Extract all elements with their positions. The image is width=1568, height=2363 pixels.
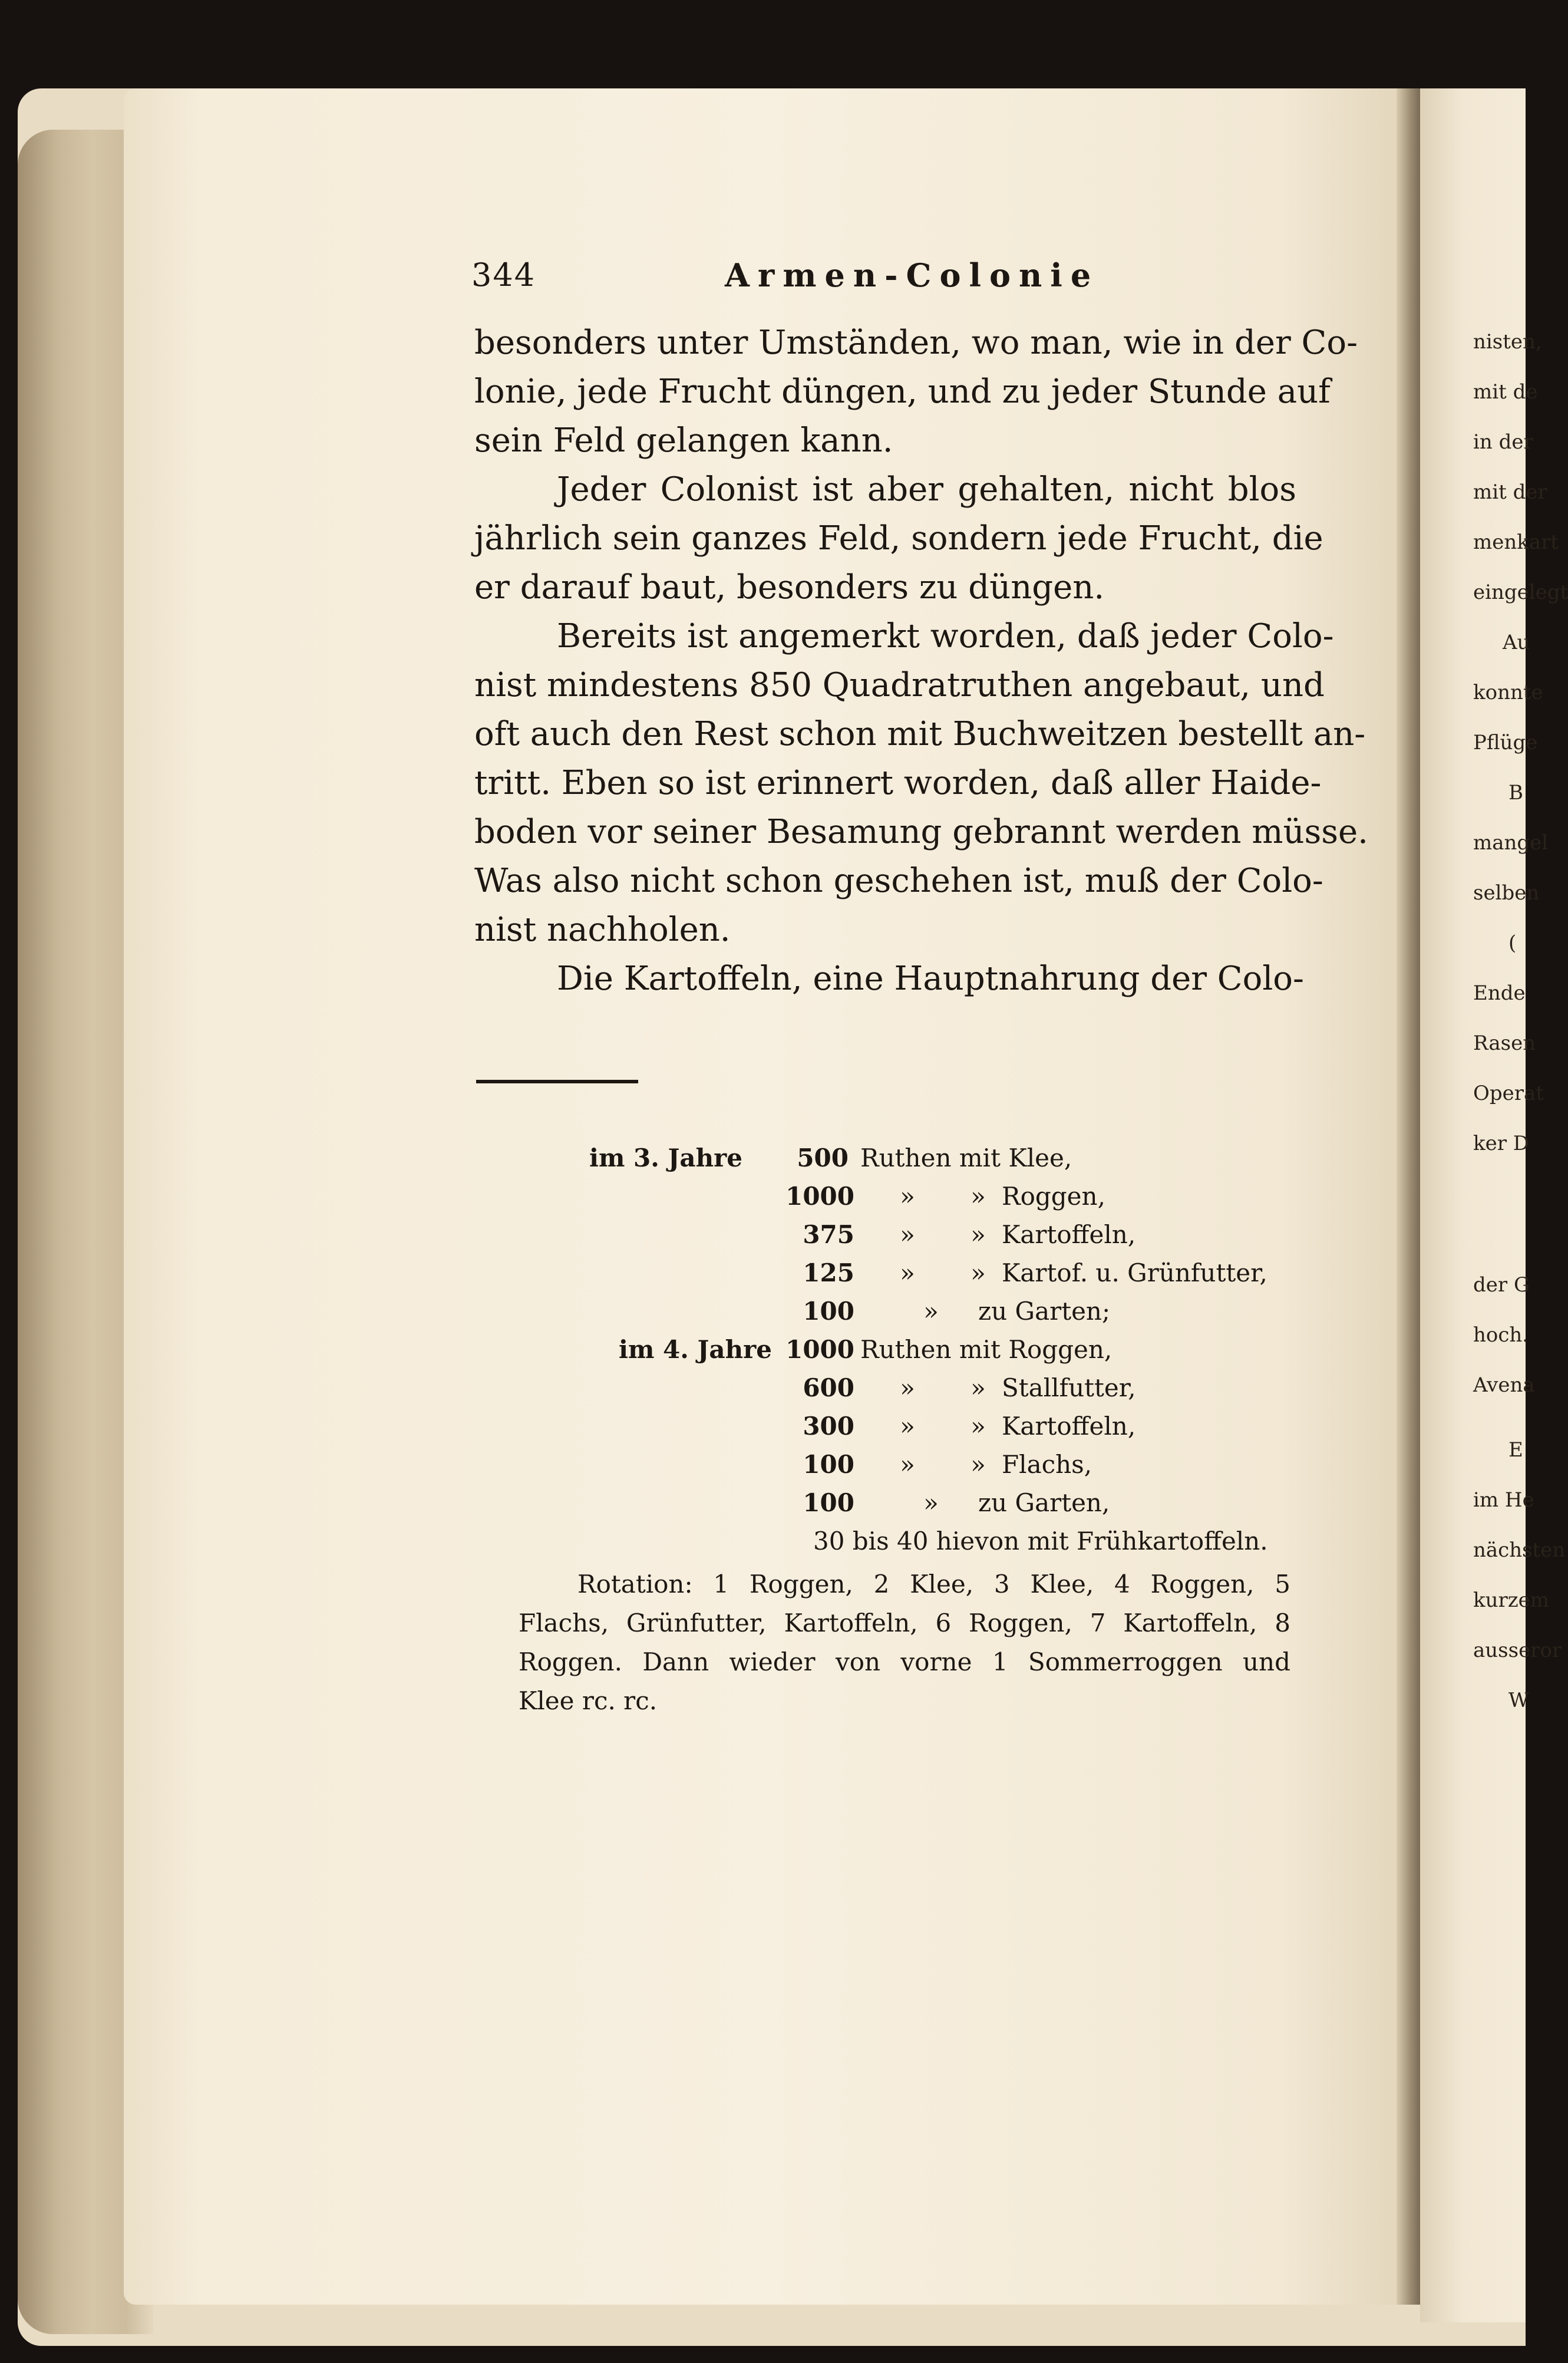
- crop: Ruthen mit Klee,: [860, 1143, 1072, 1172]
- ditto-mark: »: [970, 1373, 986, 1402]
- body-line: nist nachholen.: [474, 911, 731, 949]
- ditto-mark: »: [900, 1450, 915, 1479]
- body-line: besonders unter Umständen, wo man, wie in der Co-: [474, 324, 1358, 362]
- neighbor-fragment: kurzem: [1473, 1588, 1550, 1612]
- quantity: 500: [797, 1143, 849, 1172]
- ditto-mark: »: [923, 1488, 939, 1517]
- crop: Roggen,: [1002, 1182, 1105, 1211]
- neighbor-fragment: ker D: [1473, 1132, 1530, 1155]
- body-line: oft auch den Rest schon mit Buchweitzen bestellt an-: [474, 715, 1366, 753]
- body-line: boden vor seiner Besamung gebrannt werden müsse.: [474, 813, 1368, 851]
- neighbor-fragment: B: [1508, 781, 1523, 805]
- body-line: jährlich sein ganzes Feld, sondern jede Frucht, die: [474, 519, 1323, 558]
- quantity: 300: [803, 1412, 854, 1441]
- footnote-row: [0, 1220, 1526, 1257]
- neighbor-fragment: Au: [1503, 631, 1530, 654]
- body-line: sein Feld gelangen kann.: [474, 421, 893, 460]
- ditto-mark: »: [900, 1258, 915, 1287]
- neighbor-fragment: mangel: [1473, 831, 1549, 855]
- crop: Kartoffeln,: [1002, 1220, 1136, 1249]
- footnote-row: [0, 1258, 1526, 1295]
- crop: Ruthen mit Roggen,: [860, 1335, 1113, 1364]
- body-line: nist mindestens 850 Quadratruthen angebaut, und: [474, 666, 1325, 704]
- body-line: tritt. Eben so ist erinnert worden, daß aller Haide-: [474, 764, 1322, 802]
- footnote-row: [0, 1335, 1526, 1372]
- neighbor-fragment: nächsten: [1473, 1538, 1566, 1562]
- ditto-mark: »: [970, 1182, 986, 1211]
- ditto-mark: »: [970, 1220, 986, 1249]
- neighbor-fragment: W: [1508, 1689, 1529, 1712]
- page-number: 344: [471, 256, 536, 294]
- ditto-mark: »: [923, 1297, 939, 1326]
- footnote-row: [0, 1488, 1526, 1525]
- crop: Flachs,: [1002, 1450, 1092, 1479]
- footnote-row: [0, 1373, 1526, 1410]
- ditto-mark: »: [970, 1258, 986, 1287]
- neighbor-fragment: Rasen: [1473, 1031, 1536, 1055]
- neighbor-fragment: nisten,: [1473, 330, 1542, 354]
- ditto-mark: »: [900, 1373, 915, 1402]
- neighbor-fragment: Operat: [1473, 1082, 1544, 1105]
- rotation-line: Rotation: 1 Roggen, 2 Klee, 3 Klee, 4 Roggen, 5: [577, 1570, 1290, 1599]
- quantity: 125: [803, 1258, 854, 1287]
- neighbor-fragment: hoch.: [1473, 1323, 1529, 1347]
- footnote-row: [0, 1297, 1526, 1333]
- year-label: im 4. Jahre: [619, 1335, 772, 1364]
- year-label: im 3. Jahre: [589, 1143, 742, 1172]
- ditto-mark: »: [900, 1220, 915, 1249]
- rotation-line: Flachs, Grünfutter, Kartoffeln, 6 Roggen, 7 Kartoffeln, 8: [519, 1609, 1290, 1637]
- neighbor-fragment: selben: [1473, 881, 1540, 905]
- footnote-row: [0, 1450, 1526, 1487]
- neighbor-fragment: (: [1508, 931, 1517, 955]
- early-potatoes-text: 30 bis 40 hievon mit Frühkartoffeln.: [813, 1527, 1268, 1555]
- rotation-line: Roggen. Dann wieder von vorne 1 Sommerroggen und: [519, 1647, 1290, 1676]
- quantity: 1000: [785, 1182, 854, 1211]
- neighbor-fragment: mit der: [1473, 480, 1547, 504]
- neighbor-fragment: in der: [1473, 430, 1533, 454]
- neighbor-fragment: mit de: [1473, 380, 1538, 404]
- footnote-row: [0, 1143, 1526, 1180]
- neighbor-fragment: Avena: [1473, 1373, 1535, 1397]
- ditto-mark: »: [970, 1412, 986, 1441]
- neighbor-fragment: ausseror: [1473, 1639, 1562, 1662]
- neighbor-fragment: eingelegt: [1473, 581, 1568, 604]
- quantity: 1000: [785, 1335, 854, 1364]
- neighbor-fragment: der G: [1473, 1273, 1530, 1297]
- quantity: 100: [803, 1450, 854, 1479]
- rotation-text: [519, 1565, 1290, 1721]
- neighbor-page-text: [1473, 330, 1568, 2098]
- running-title: Armen-Colonie: [725, 256, 1100, 294]
- ditto-mark: »: [900, 1182, 915, 1211]
- body-line: Die Kartoffeln, eine Hauptnahrung der Colo-: [557, 960, 1304, 998]
- body-line: Was also nicht schon geschehen ist, muß der Colo-: [474, 862, 1323, 900]
- quantity: 375: [803, 1220, 854, 1249]
- body-line: er darauf baut, besonders zu düngen.: [474, 568, 1105, 607]
- crop: Stallfutter,: [1002, 1373, 1136, 1402]
- quantity: 100: [803, 1488, 854, 1517]
- early-potatoes-note: [813, 1527, 1296, 1563]
- quantity: 100: [803, 1297, 854, 1326]
- neighbor-fragment: Pflüge: [1473, 731, 1538, 754]
- rotation-line: Klee rc. rc.: [519, 1686, 658, 1715]
- quantity: 600: [803, 1373, 854, 1402]
- footnote-row: [0, 1412, 1526, 1448]
- ditto-mark: »: [970, 1450, 986, 1479]
- crop: Kartoffeln,: [1002, 1412, 1136, 1441]
- body-line: lonie, jede Frucht düngen, und zu jeder Stunde auf: [474, 373, 1331, 411]
- neighbor-fragment: Ende: [1473, 981, 1526, 1005]
- ditto-mark: »: [900, 1412, 915, 1441]
- body-line: Jeder Colonist ist aber gehalten, nicht blos: [557, 470, 1296, 509]
- body-line: Bereits ist angemerkt worden, daß jeder Colo-: [557, 617, 1334, 655]
- crop: zu Garten;: [978, 1297, 1111, 1326]
- crop: zu Garten,: [978, 1488, 1110, 1517]
- crop: Kartof. u. Grünfutter,: [1002, 1258, 1267, 1287]
- neighbor-fragment: menkart: [1473, 530, 1559, 554]
- neighbor-fragment: konnte: [1473, 681, 1543, 704]
- neighbor-fragment: E: [1508, 1438, 1523, 1462]
- neighbor-fragment: im He: [1473, 1488, 1534, 1512]
- footnote-row: [0, 1182, 1526, 1218]
